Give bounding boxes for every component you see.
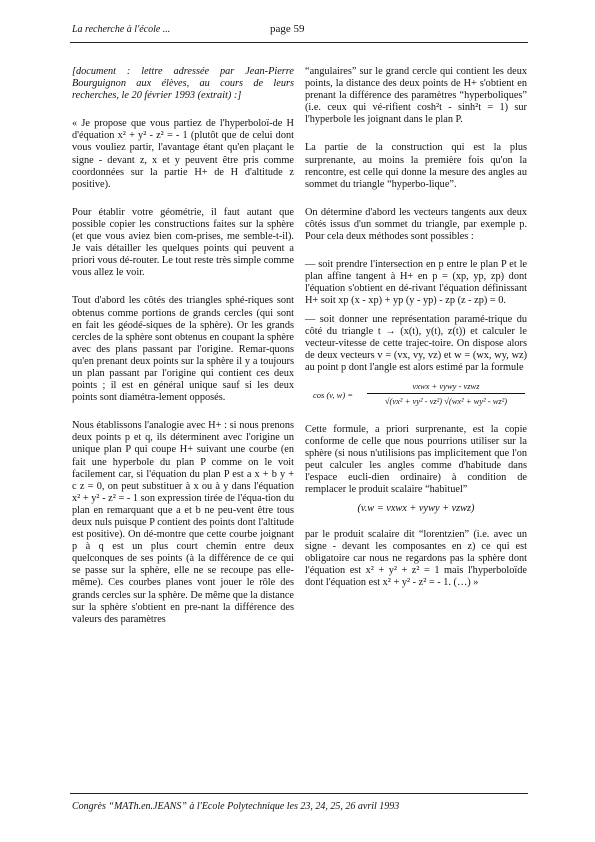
paragraph: — soit donner une représentation paramé-trique du côté du triangle t → (x(t), y(t), z(t)) et calculer le vecteur-vitesse de cette trajec-toire. On dispose alors de deux vecteurs v = (vx, vy, vz) et w = (wx, wy, wz) au point p dont l'angle est alors estimé par la formule xyxy=(305,313,527,373)
cosine-formula xyxy=(305,380,527,410)
header-rule xyxy=(70,42,528,43)
paragraph: Tout d'abord les côtés des triangles sphé-riques sont obtenus comme portions de grands cercles (qui sont en fait les géodé-siques de la sphère). Or les grands cercles de la sphère sont obtenus en coupant la sphère avec des plans passant par l'origine. Remar-quons qu'en prenant deux points sur la sphère il y a toujours un plan passant par l'origine qui contient ces deux points ; il est en général unique sauf si les deux points sont diamétra-lement opposés. xyxy=(72,295,294,404)
paragraph: « Je propose que vous partiez de l'hyperboloï-de H d'équation x² + y² - z² = - 1 (plutôt que de celui dont vous vouliez partir, l'avantage étant qu'en plaçant le signe - devant z, x et y peuvent être pris comme coordonnées sur la partie H+ de H d'altitude z positive). xyxy=(72,118,294,190)
page-number: page 59 xyxy=(270,23,305,35)
scalar-product-formula: (v.w = vxwx + vywy + vzwz) xyxy=(357,502,475,514)
paragraph: Nous établissons l'analogie avec H+ : si nous prenons deux points p et q, ils déterminent avec l'origine un unique plan P qui coupe H+ suivant une courbe (en fait une hyperbole du plan P comme on le voit facilement car, si l'équation du plan P est a x + b y + c z = 0, on peut substituer à x ou à y dans l'équation x² + y² - z² = - 1 son expression tirée de l'équa-tion du plan en remarquant que a et b ne peu-vent être tous deux nuls puisque P contient des points dont l'altitude est positive). On dé-montre que cette courbe joignant p à q est un plus court chemin entre deux quelconques de ses points (à la différence de ce qui se passe sur la sphère, elle ne se recoupe pas elle-même). Ces courbes planes vont jouer le rôle des grands cercles sur la sphère. De même que la distance sur la sphère s'obtient en pre-nant la différence des valeurs des paramètres xyxy=(72,420,294,625)
paragraph: “angulaires” sur le grand cercle qui contient les deux points, la distance des deux points de H+ s'obtient en prenant la différence des paramètres “hyperboliques” (i.e. ceux qui vé-rifient cosh²t - sinh²t = 1) sur l'hyperbole les joignant dans le plan P. xyxy=(305,66,527,126)
paragraph: Pour établir votre géométrie, il faut autant que possible copier les constructions faites sur la sphère (et que vous aviez bien com-prises, me semble-t-il). Je vais détailler les quelques points qui peuvent a priori vous dé-router. Le tout reste très simple comme vous allez le voir. xyxy=(72,206,294,279)
paragraph: Cette formule, a priori surprenante, est la copie conforme de celle que nous pourrions utiliser sur la sphère (si nous n'utilisions pas implicitement que l'on peut calculer les angles comme d'habitude dans l'espace eucli-dien ordinaire) à condition de remplacer le produit scalaire “habituel” xyxy=(305,423,527,496)
footer-text: Congrès “MATh.en.JEANS” à l'Ecole Polytechnique les 23, 24, 25, 26 avril 1993 xyxy=(72,801,400,812)
paragraph: — soit prendre l'intersection en p entre le plan P et le plan affine tangent à H+ en p = (xp, yp, zp) dont l'équation s'obtient en dé-rivant l'équation définissant H+ soit xp (x - xp) + yp (y - yp) - zp (z - zp) = 0. xyxy=(305,259,527,307)
formula-fraction xyxy=(367,380,525,407)
document-intro: [document : lettre adressée par Jean-Pierre Bourguignon aux élèves, au cours de leurs recherches, le 20 février 1993 (extrait) :] xyxy=(72,66,294,102)
left-column xyxy=(72,66,294,642)
footer-rule xyxy=(70,793,528,794)
right-column xyxy=(305,66,527,605)
formula-numerator: vxwx + vywy - vzwz xyxy=(367,380,525,394)
paragraph: On détermine d'abord les vecteurs tangents aux deux côtés issus d'un sommet du triangle, par exemple p. Pour cela deux méthodes sont possibles : xyxy=(305,206,527,243)
paragraph: par le produit scalaire dit “lorentzien” (i.e. avec un signe - devant les composantes en z) ce qui est obligatoire car nous ne regardons pas la sphère dont l'équation est x² + y² + z² = 1 mais l'hyperboloïde dont l'équation est x² + y² - z² = - 1. (…) » xyxy=(305,528,527,588)
formula-denominator: √(vx² + vy² - vz²) √(wx² + wy² - wz²) xyxy=(384,396,508,407)
formula-lhs: cos (v, w) = xyxy=(313,389,354,400)
running-header: La recherche à l'école ... xyxy=(72,24,171,35)
paragraph: La partie de la construction qui est la plus surprenante, au moins la première fois qu'on la rencontre, est celle qui donne la mesure des angles au sommet du triangle “hyperbo-lique”. xyxy=(305,142,527,190)
